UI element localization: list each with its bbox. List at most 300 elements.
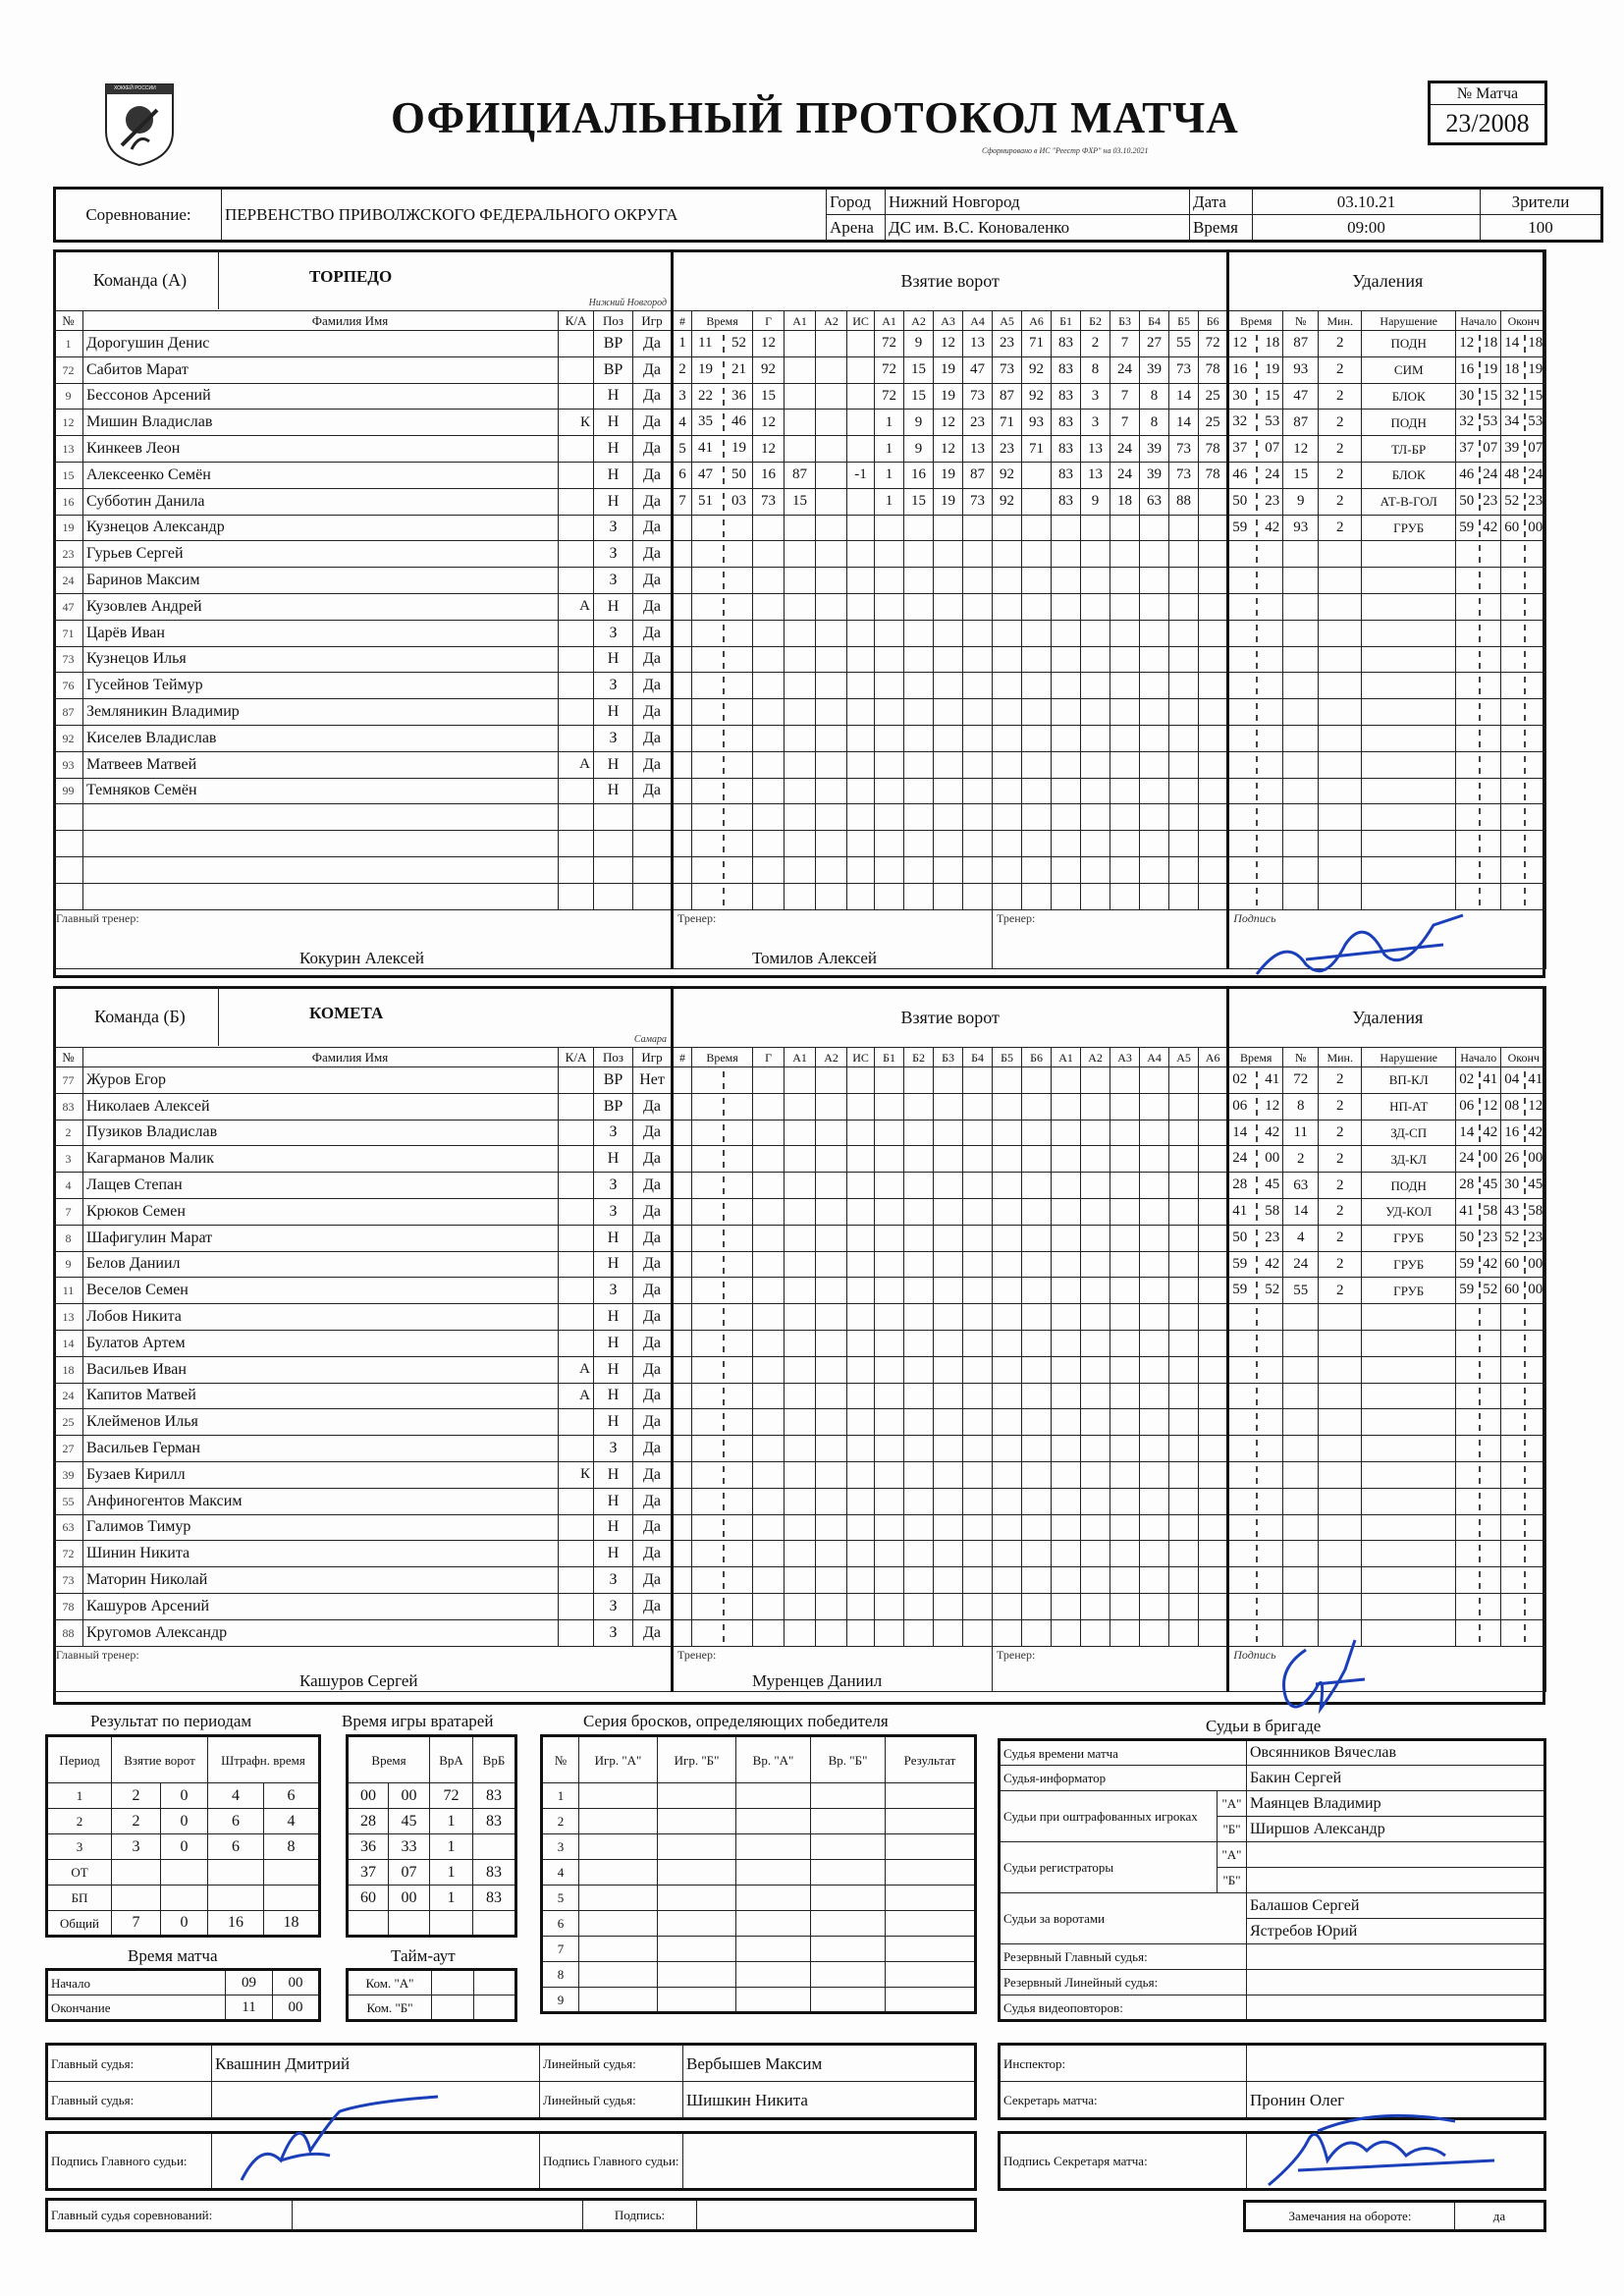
time-divider xyxy=(723,1598,725,1615)
teamB-player-play: Да xyxy=(633,1225,673,1251)
teamB-player-play: Да xyxy=(633,1593,673,1619)
official-video: Судья видеоповторов: xyxy=(1000,1995,1247,2021)
goalie-cell: 60 xyxy=(348,1886,389,1911)
teamA-goal-cell: 24 xyxy=(1110,462,1140,488)
teamB-player-pos: ВР xyxy=(594,1067,633,1094)
teamB-goals-title: Взятие ворот xyxy=(673,987,1228,1048)
teamA-goal-cell: 2 xyxy=(1081,331,1110,357)
teamA-goal-cell xyxy=(1199,488,1228,515)
teamB-goal-head-2: Г xyxy=(753,1048,785,1067)
teamA-goal-cell xyxy=(847,725,875,751)
teamA-player-play xyxy=(633,831,673,857)
teamB-pen-cell xyxy=(1456,1356,1501,1383)
teamA-goal-cell: 1 xyxy=(875,410,904,436)
time-divider xyxy=(1524,651,1526,669)
teamB-goal-cell xyxy=(753,1593,785,1619)
teamB-goal-cell xyxy=(847,1436,875,1462)
teamA-pen-cell xyxy=(1456,646,1501,673)
teamA-coach-cell xyxy=(673,909,993,968)
teamB-player-no: 14 xyxy=(54,1330,83,1356)
teamA-goal-cell xyxy=(1199,699,1228,726)
teamA-goal-cell: 3 xyxy=(673,383,692,410)
teamA-goal-cell: 73 xyxy=(993,356,1022,383)
teamB-pen-cell: 2 xyxy=(1319,1198,1362,1225)
official-time-value: Овсянников Вячеслав xyxy=(1247,1740,1545,1766)
teamB-goal-cell xyxy=(1081,1383,1110,1409)
teamA-goal-cell xyxy=(1081,593,1110,620)
teamB-player-ka: А xyxy=(559,1383,594,1409)
teamA-goal-cell xyxy=(1199,856,1228,883)
teamB-goal-cell xyxy=(963,1251,993,1278)
table-row xyxy=(348,1783,516,1809)
time-divider xyxy=(1524,1598,1526,1615)
teamB-pen-cell xyxy=(1456,1146,1501,1173)
teamA-goal-cell: 16 xyxy=(753,462,785,488)
teamB-goal-cell xyxy=(753,1251,785,1278)
table-row xyxy=(54,1120,1546,1146)
teamA-pen-cell xyxy=(1319,725,1362,751)
time-divider xyxy=(1256,1071,1258,1089)
teamB-coach2-label: Тренер: xyxy=(997,1647,1036,1662)
teamA-goal-cell: 72 xyxy=(1199,331,1228,357)
teamB-goal-cell xyxy=(1081,1198,1110,1225)
teamA-goal-sec: 19 xyxy=(731,440,747,457)
teamB-goal-cell xyxy=(1052,1330,1081,1356)
teamA-pen-cell xyxy=(1501,488,1546,515)
teamB-goal-cell xyxy=(1022,1567,1052,1594)
teamA-goal-cell: 15 xyxy=(785,488,816,515)
teamB-goal-cell xyxy=(875,1198,904,1225)
time-divider xyxy=(1256,783,1258,800)
teamA-goal-cell xyxy=(875,883,904,909)
teamA-goal-cell xyxy=(753,646,785,673)
teamA-pen-cell: 2 xyxy=(1319,436,1362,463)
teamA-pen-cell xyxy=(1362,541,1456,568)
teamB-goal-cell xyxy=(934,1225,963,1251)
teamB-goal-cell xyxy=(1110,1356,1140,1383)
teamB-goal-cell xyxy=(692,1356,753,1383)
teamB-goal-cell xyxy=(904,1173,934,1199)
page-subtitle: Сформировано в ИС "Реестр ФХР" на 03.10.2021 xyxy=(982,146,1149,155)
teamA-goal-cell xyxy=(934,699,963,726)
teamB-pen-val: 14 xyxy=(1232,1123,1248,1140)
teamB-goal-cell xyxy=(673,1251,692,1278)
teamA-goal-cell xyxy=(1199,593,1228,620)
time-divider xyxy=(1256,598,1258,616)
teamA-goal-cell: 47 xyxy=(963,356,993,383)
teamA-goal-cell xyxy=(904,856,934,883)
teamA-goal-cell xyxy=(1140,515,1169,541)
teamA-pen-cell xyxy=(1319,778,1362,804)
time-divider xyxy=(1524,1256,1526,1274)
teamA-pen-cell xyxy=(1501,725,1546,751)
teamA-goal-cell: 8 xyxy=(1140,383,1169,410)
shootout-cell xyxy=(658,1809,736,1834)
teamB-goal-cell xyxy=(904,1514,934,1541)
teamA-goal-cell xyxy=(904,751,934,778)
teamA-goal-cell: 92 xyxy=(993,462,1022,488)
teamB-goal-cell xyxy=(904,1093,934,1120)
teamB-goal-cell xyxy=(1110,1567,1140,1594)
teamA-goal-cell: 73 xyxy=(1169,436,1199,463)
time-divider xyxy=(1256,1493,1258,1510)
teamA-pen-val: 39 xyxy=(1504,440,1520,457)
teamB-pen-cell xyxy=(1228,1278,1283,1304)
teamA-pen-cell xyxy=(1456,462,1501,488)
teamB-goal-cell xyxy=(753,1541,785,1567)
teamA-goal-cell: 14 xyxy=(1169,383,1199,410)
shootout-col-0: № xyxy=(542,1736,579,1783)
teamB-goal-cell xyxy=(1169,1383,1199,1409)
teamB-goal-cell xyxy=(816,1461,847,1488)
teamB-goal-cell xyxy=(1169,1198,1199,1225)
teamB-goal-cell xyxy=(1140,1304,1169,1331)
line-ref-2: Шишкин Никита xyxy=(683,2082,976,2119)
teamA-goal-cell xyxy=(1199,778,1228,804)
shootout-cell xyxy=(736,1962,811,1988)
teamA-pen-cell: 2 xyxy=(1319,515,1362,541)
teamA-pen-val: 34 xyxy=(1504,413,1520,430)
teamA-goal-cell xyxy=(1169,883,1199,909)
teamB-goal-cell xyxy=(993,1278,1022,1304)
secretary-signature xyxy=(1259,2102,1504,2200)
teamB-goal-cell xyxy=(816,1409,847,1436)
teamB-goal-cell xyxy=(904,1120,934,1146)
teamA-pen-cell xyxy=(1228,356,1283,383)
teamA-player-ka xyxy=(559,883,594,909)
shootout-cell xyxy=(658,1962,736,1988)
teamB-goal-cell xyxy=(1169,1093,1199,1120)
line-ref-label-2: Линейный судья: xyxy=(540,2082,683,2119)
teamA-pen-cell xyxy=(1456,515,1501,541)
period-cell: 1 xyxy=(47,1783,112,1809)
teamA-goal-cell xyxy=(1081,725,1110,751)
time-divider xyxy=(1479,1176,1481,1194)
teamB-goal-cell xyxy=(875,1120,904,1146)
time-divider xyxy=(1479,1282,1481,1299)
teamA-goal-cell xyxy=(1110,673,1140,699)
teamB-player-name: Белов Даниил xyxy=(83,1251,559,1278)
teamA-goal-cell xyxy=(692,541,753,568)
teamA-player-no: 92 xyxy=(54,725,83,751)
teamA-goal-sec: 46 xyxy=(731,413,747,430)
teamB-player-no: 78 xyxy=(54,1593,83,1619)
teamA-goal-cell xyxy=(753,751,785,778)
teamB-goal-cell xyxy=(963,1409,993,1436)
match-start-label: Начало xyxy=(47,1970,226,1995)
teamA-pen-cell xyxy=(1283,778,1319,804)
teamA-pen-cell xyxy=(1501,568,1546,594)
teamA-pen-cell xyxy=(1501,515,1546,541)
teamA-goal-cell: 15 xyxy=(904,383,934,410)
teamA-goal-cell xyxy=(993,646,1022,673)
goalie-cell: 45 xyxy=(389,1809,430,1834)
official-penalty-a-tag: "А" xyxy=(1218,1791,1247,1817)
teamA-pen-val: 32 xyxy=(1232,413,1248,430)
teamA-goal-cell xyxy=(1140,593,1169,620)
teamB-head-coach: Кашуров Сергей xyxy=(299,1670,418,1690)
time-divider xyxy=(1479,1203,1481,1221)
teamA-pen-cell: 2 xyxy=(1319,356,1362,383)
teamB-pen-cell xyxy=(1283,1409,1319,1436)
teamA-goal-cell: 19 xyxy=(934,462,963,488)
teamB-goal-cell xyxy=(875,1067,904,1094)
teamB-player-play: Да xyxy=(633,1120,673,1146)
teamA-goal-cell xyxy=(1081,856,1110,883)
teamA-pen-cell: 93 xyxy=(1283,356,1319,383)
goalie-cell: 28 xyxy=(348,1809,389,1834)
time-divider xyxy=(1256,861,1258,879)
teamA-player-no: 16 xyxy=(54,488,83,515)
teamA-player-no: 24 xyxy=(54,568,83,594)
teamA-goal-cell xyxy=(785,356,816,383)
time-divider xyxy=(1256,1335,1258,1352)
teamB-goal-cell xyxy=(692,1461,753,1488)
teamB-goal-cell xyxy=(1199,1567,1228,1594)
teamB-goal-cell xyxy=(1140,1514,1169,1541)
teamB-player-name: Анфиногентов Максим xyxy=(83,1488,559,1514)
teamA-goal-cell xyxy=(785,699,816,726)
teamB-penalties-title: Удаления xyxy=(1228,987,1546,1048)
teamA-goal-cell xyxy=(993,831,1022,857)
official-penalty-b-tag: "Б" xyxy=(1218,1817,1247,1842)
teamA-goal-cell xyxy=(673,646,692,673)
teamB-goal-cell xyxy=(785,1330,816,1356)
shootout-cell xyxy=(658,1911,736,1937)
time-divider xyxy=(1524,1098,1526,1116)
goalie-cell: 1 xyxy=(430,1886,473,1911)
period-cell: 2 xyxy=(112,1783,161,1809)
teamB-goal-cell xyxy=(1081,1436,1110,1462)
teamA-goal-cell xyxy=(1022,856,1052,883)
goalie-cell: 83 xyxy=(473,1783,516,1809)
teamB-goal-cell xyxy=(1022,1251,1052,1278)
table-row xyxy=(54,436,1546,463)
shootout-num: 2 xyxy=(542,1809,579,1834)
teamB-goal-cell xyxy=(816,1593,847,1619)
period-cell: 7 xyxy=(112,1911,161,1937)
teamB-goal-cell xyxy=(963,1356,993,1383)
teamA-player-play: Да xyxy=(633,462,673,488)
teamB-pen-cell xyxy=(1228,1146,1283,1173)
teamA-pen-cell xyxy=(1283,673,1319,699)
time-divider xyxy=(1524,1624,1526,1642)
teamA-goal-cell xyxy=(1110,515,1140,541)
teamB-goal-cell xyxy=(1081,1409,1110,1436)
table-row xyxy=(54,699,1546,726)
teamB-pen-val: 42 xyxy=(1265,1123,1280,1140)
teamA-pen-cell: ГРУБ xyxy=(1362,515,1456,541)
spectators-label: Зрители xyxy=(1481,189,1602,215)
time-divider xyxy=(723,519,725,537)
shootout-cell xyxy=(736,1886,811,1911)
teamA-pen-cell xyxy=(1228,673,1283,699)
time-divider xyxy=(1524,1124,1526,1142)
shootout-cell xyxy=(736,1783,811,1809)
head-ref-signature xyxy=(222,2092,458,2195)
teamB-goal-cell xyxy=(934,1251,963,1278)
time-divider xyxy=(723,1124,725,1142)
teamA-player-ka xyxy=(559,462,594,488)
teamB-pen-val: 58 xyxy=(1265,1202,1280,1219)
teamB-player-no: 3 xyxy=(54,1146,83,1173)
teamA-goal-cell xyxy=(904,699,934,726)
teamA-goal-cell xyxy=(1140,541,1169,568)
timeout-b-label: Ком. "Б" xyxy=(348,1995,432,2021)
shootout-num: 7 xyxy=(542,1937,579,1962)
shootout-cell xyxy=(736,1860,811,1886)
teamA-goal-cell: 12 xyxy=(934,410,963,436)
teamB-goal-cell xyxy=(904,1383,934,1409)
table-row xyxy=(54,1514,1546,1541)
teamA-player-play: Да xyxy=(633,778,673,804)
table-row xyxy=(47,1860,320,1886)
teamB-player-play: Да xyxy=(633,1146,673,1173)
teamA-goal-cell xyxy=(1199,568,1228,594)
teamB-label: Команда (Б) xyxy=(62,987,219,1046)
teamB-goal-cell xyxy=(1022,1330,1052,1356)
teamA-pen-cell xyxy=(1501,778,1546,804)
teamA-goal-cell: 9 xyxy=(904,436,934,463)
teamB-pen-cell xyxy=(1456,1593,1501,1619)
teamA-goal-cell xyxy=(934,620,963,646)
time-divider xyxy=(1256,1098,1258,1116)
teamB-goal-cell xyxy=(875,1409,904,1436)
table-row xyxy=(54,673,1546,699)
time-divider xyxy=(1479,1545,1481,1562)
teamA-goal-cell: -1 xyxy=(847,462,875,488)
teamA-goal-cell xyxy=(1081,751,1110,778)
teamA-player-no: 71 xyxy=(54,620,83,646)
teamA-player-ka xyxy=(559,383,594,410)
teamA-goal-cell xyxy=(816,515,847,541)
official-goal-label: Судьи за воротами xyxy=(1000,1893,1247,1944)
teamB-goal-head-6: Б1 xyxy=(875,1048,904,1067)
teamB-goal-cell xyxy=(847,1173,875,1199)
teamB-goal-cell xyxy=(816,1067,847,1094)
teamA-goal-cell: 9 xyxy=(1081,488,1110,515)
teamB-goal-head-1: Время xyxy=(692,1048,753,1067)
teamB-pen-cell xyxy=(1228,1356,1283,1383)
official-penalty-a: Маянцев Владимир xyxy=(1247,1791,1545,1817)
teamA-goal-cell xyxy=(753,856,785,883)
teamB-goal-cell xyxy=(1199,1120,1228,1146)
teamA-pen-cell xyxy=(1319,751,1362,778)
table-row xyxy=(54,488,1546,515)
teamA-goal-cell xyxy=(993,699,1022,726)
teamB-goal-cell xyxy=(993,1619,1022,1646)
teamA-goal-sec: 21 xyxy=(731,360,747,377)
teamB-goal-cell xyxy=(1169,1330,1199,1356)
teamA-pen-cell: 9 xyxy=(1283,488,1319,515)
teamA-goal-cell xyxy=(785,568,816,594)
teamA-pen-cell xyxy=(1456,804,1501,831)
teamB-goal-cell xyxy=(673,1120,692,1146)
teamB-goal-cell xyxy=(785,1225,816,1251)
teamB-goal-cell xyxy=(1140,1488,1169,1514)
teamA-goal-cell: 7 xyxy=(1110,410,1140,436)
teamB-goal-cell xyxy=(692,1304,753,1331)
teamB-pen-cell xyxy=(1362,1461,1456,1488)
teamB-goal-cell xyxy=(963,1488,993,1514)
teamA-goal-cell xyxy=(904,883,934,909)
teamA-player-pos: ВР xyxy=(594,331,633,357)
teamA-goal-cell xyxy=(1169,778,1199,804)
teamA-player-play: Да xyxy=(633,673,673,699)
teamA-goal-cell xyxy=(1169,620,1199,646)
table-row xyxy=(54,1488,1546,1514)
teamB-goal-cell xyxy=(1022,1541,1052,1567)
match-start-h: 09 xyxy=(226,1970,273,1995)
teamA-pen-val: 50 xyxy=(1232,492,1248,509)
teamA-goal-cell: 8 xyxy=(1140,410,1169,436)
time-divider xyxy=(723,1308,725,1326)
teamB-goal-cell xyxy=(993,1356,1022,1383)
teamB-goal-cell xyxy=(1081,1225,1110,1251)
time-divider xyxy=(1479,888,1481,905)
teamA-pen-cell xyxy=(1228,856,1283,883)
teamA-goal-cell xyxy=(1140,646,1169,673)
time-divider xyxy=(1479,388,1481,406)
teamB-goal-head-0: # xyxy=(673,1048,692,1067)
teamA-pen-cell xyxy=(1501,804,1546,831)
teamA-goal-cell xyxy=(934,646,963,673)
teamA-pen-cell xyxy=(1283,541,1319,568)
teamA-goal-cell xyxy=(1022,646,1052,673)
teamA-goal-cell: 1 xyxy=(875,436,904,463)
inspector-value xyxy=(1247,2045,1545,2082)
time: 09:00 xyxy=(1253,215,1481,242)
teamA-goal-cell xyxy=(673,831,692,857)
teamB-pen-cell xyxy=(1283,1461,1319,1488)
teamB-pen-val: 12 xyxy=(1528,1097,1543,1114)
teamB-goal-cell xyxy=(692,1251,753,1278)
teamB-pen-cell xyxy=(1319,1593,1362,1619)
shootout-num: 5 xyxy=(542,1886,579,1911)
teamB-goal-cell xyxy=(673,1619,692,1646)
competition-sign-label: Подпись: xyxy=(583,2200,697,2231)
shootout-cell xyxy=(811,1886,886,1911)
teamA-goal-cell xyxy=(963,593,993,620)
teamA-pen-val: 53 xyxy=(1528,413,1543,430)
teamB-pen-val: 23 xyxy=(1528,1229,1543,1245)
teamA-goal-cell xyxy=(993,673,1022,699)
teamB-goal-cell xyxy=(847,1514,875,1541)
teamB-pen-cell xyxy=(1362,1619,1456,1646)
teamB-goal-cell xyxy=(847,1304,875,1331)
teamA-player-ka xyxy=(559,541,594,568)
teamB-goal-cell xyxy=(816,1304,847,1331)
teamA-pen-cell xyxy=(1362,831,1456,857)
shootout-col-2: Игр. "Б" xyxy=(658,1736,736,1783)
teamB-goal-cell xyxy=(753,1409,785,1436)
shootout-cell xyxy=(579,1911,658,1937)
teamB-player-play: Да xyxy=(633,1278,673,1304)
teamA-pen-cell xyxy=(1228,515,1283,541)
teamB-pen-val: 02 xyxy=(1459,1071,1475,1087)
teamB-pen-cell xyxy=(1228,1173,1283,1199)
teamA-goal-cell xyxy=(1052,568,1081,594)
teamB-goal-cell xyxy=(785,1383,816,1409)
teamB-pen-cell xyxy=(1283,1356,1319,1383)
table-row xyxy=(542,1886,976,1911)
teamA-pen-cell: 87 xyxy=(1283,410,1319,436)
teamB-pen-cell xyxy=(1319,1461,1362,1488)
teamA-goal-cell xyxy=(753,541,785,568)
teamB-player-play: Да xyxy=(633,1251,673,1278)
time-divider xyxy=(1524,756,1526,774)
teamB-pen-cell xyxy=(1501,1225,1546,1251)
